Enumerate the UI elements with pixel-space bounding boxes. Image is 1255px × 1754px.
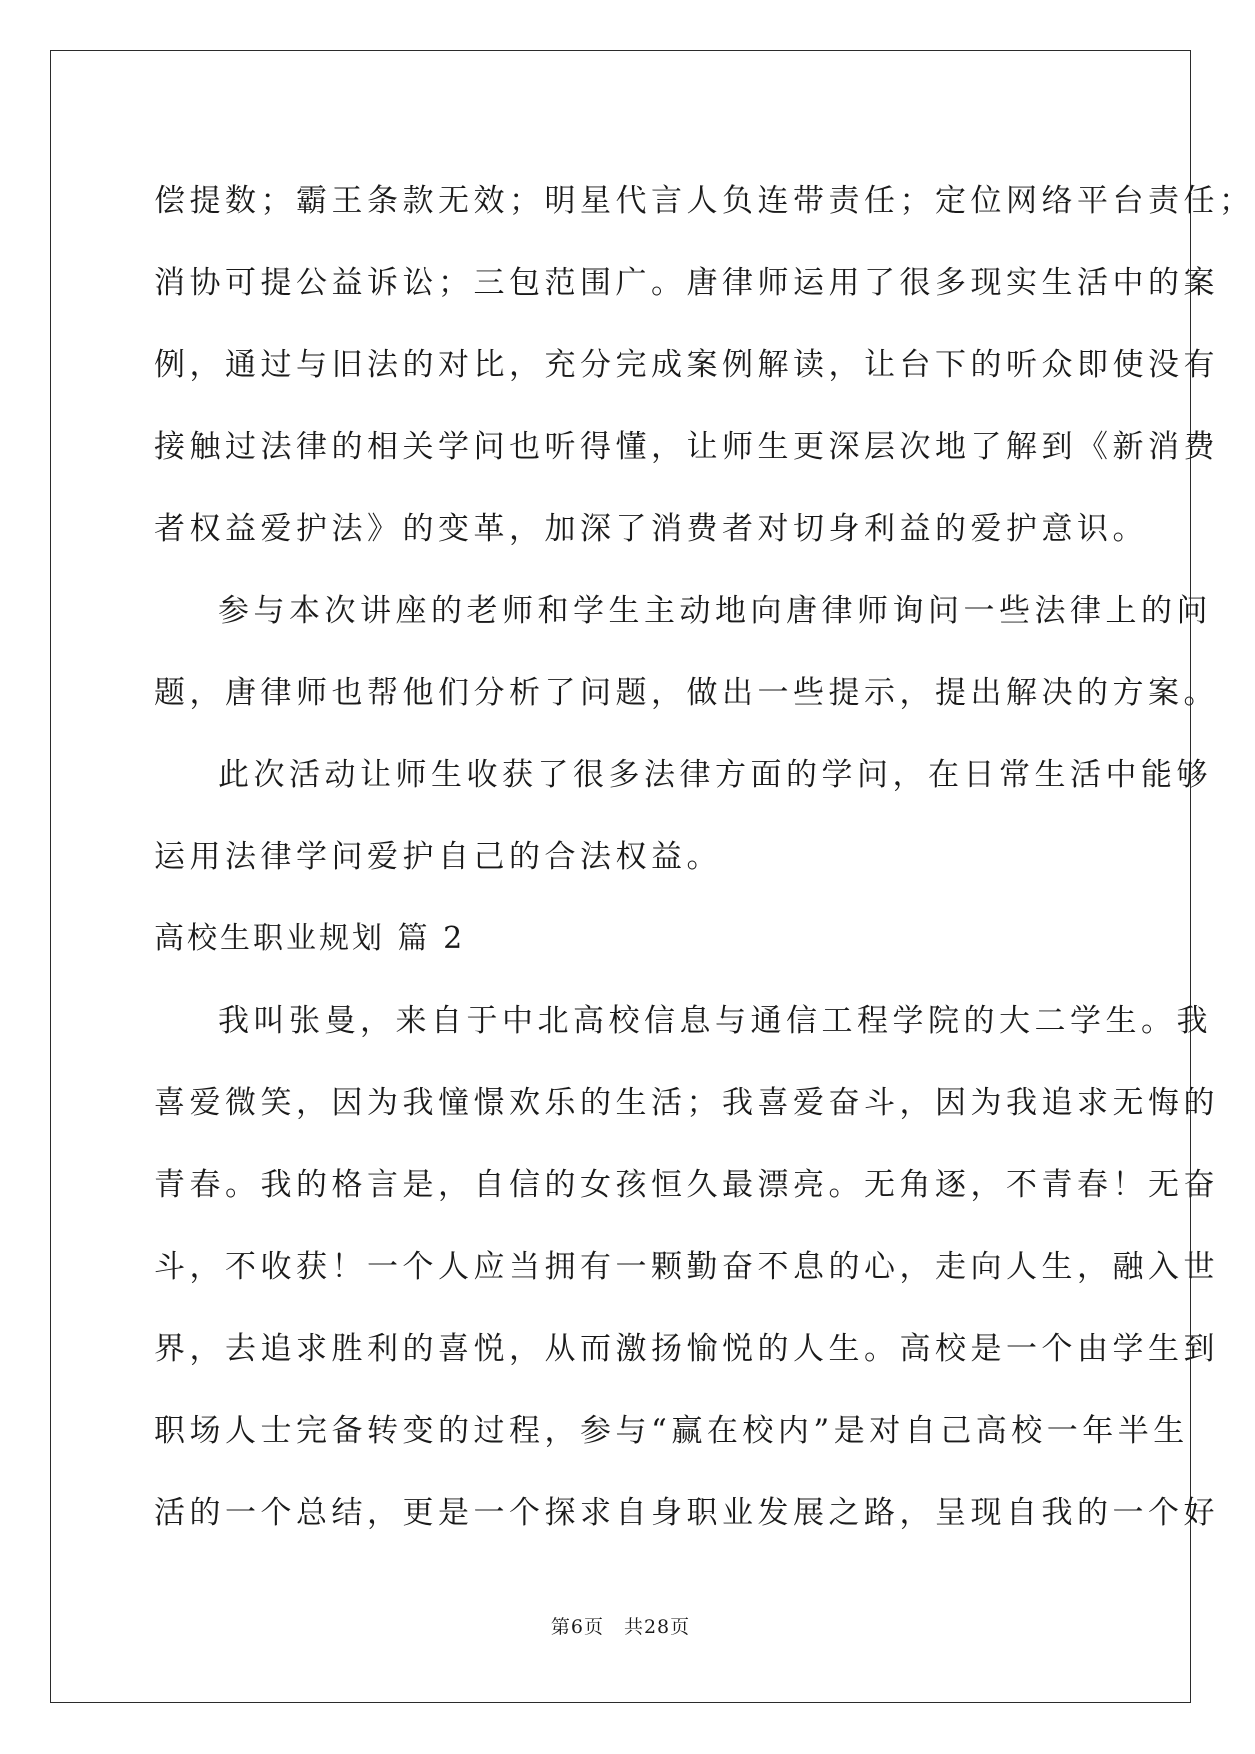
paragraph-line: 青春。我的格言是，自信的女孩恒久最漂亮。无角逐，不青春！无奋 xyxy=(154,1167,1219,1203)
paragraph-line: 此次活动让师生收获了很多法律方面的学问，在日常生活中能够 xyxy=(218,757,1212,793)
paragraph-line: 斗，不收获！一个人应当拥有一颗勤奋不息的心，走向人生，融入世 xyxy=(154,1249,1219,1285)
section-heading: 高校生职业规划 篇 2 xyxy=(154,921,466,956)
paragraph-line: 我叫张曼，来自于中北高校信息与通信工程学院的大二学生。我 xyxy=(218,1003,1212,1039)
paragraph-line: 消协可提公益诉讼；三包范围广。唐律师运用了很多现实生活中的案 xyxy=(154,265,1219,301)
document-body xyxy=(154,160,1255,1554)
paragraph-line: 例，通过与旧法的对比，充分完成案例解读，让台下的听众即使没有 xyxy=(154,347,1219,383)
footer-prefix: 第 xyxy=(550,1616,571,1638)
paragraph-line: 参与本次讲座的老师和学生主动地向唐律师询问一些法律上的问 xyxy=(218,593,1212,629)
footer-suffix: 页 xyxy=(670,1616,691,1638)
paragraph-line: 接触过法律的相关学问也听得懂，让师生更深层次地了解到《新消费 xyxy=(154,429,1219,465)
paragraph-line: 运用法律学问爱护自己的合法权益。 xyxy=(154,839,722,875)
paragraph-line: 偿提数；霸王条款无效；明星代言人负连带责任；定位网络平台责任； xyxy=(154,183,1255,219)
current-page-number: 6 xyxy=(570,1616,584,1638)
paragraph-line: 者权益爱护法》的变革，加深了消费者对切身利益的爱护意识。 xyxy=(154,511,1148,547)
total-pages-number: 28 xyxy=(643,1616,671,1638)
paragraph-line: 题，唐律师也帮他们分析了问题，做出一些提示，提出解决的方案。 xyxy=(154,675,1219,711)
paragraph-line: 喜爱微笑，因为我憧憬欢乐的生活；我喜爱奋斗，因为我追求无悔的 xyxy=(154,1085,1219,1121)
footer-mid: 页 共 xyxy=(583,1616,644,1638)
paragraph-line: 活的一个总结，更是一个探求自身职业发展之路，呈现自我的一个好 xyxy=(154,1495,1219,1531)
paragraph-line: 界，去追求胜利的喜悦，从而激扬愉悦的人生。高校是一个由学生到 xyxy=(154,1331,1219,1367)
paragraph-line: 职场人士完备转变的过程，参与“赢在校内”是对自己高校一年半生 xyxy=(154,1413,1189,1449)
page-footer xyxy=(0,1612,1241,1639)
